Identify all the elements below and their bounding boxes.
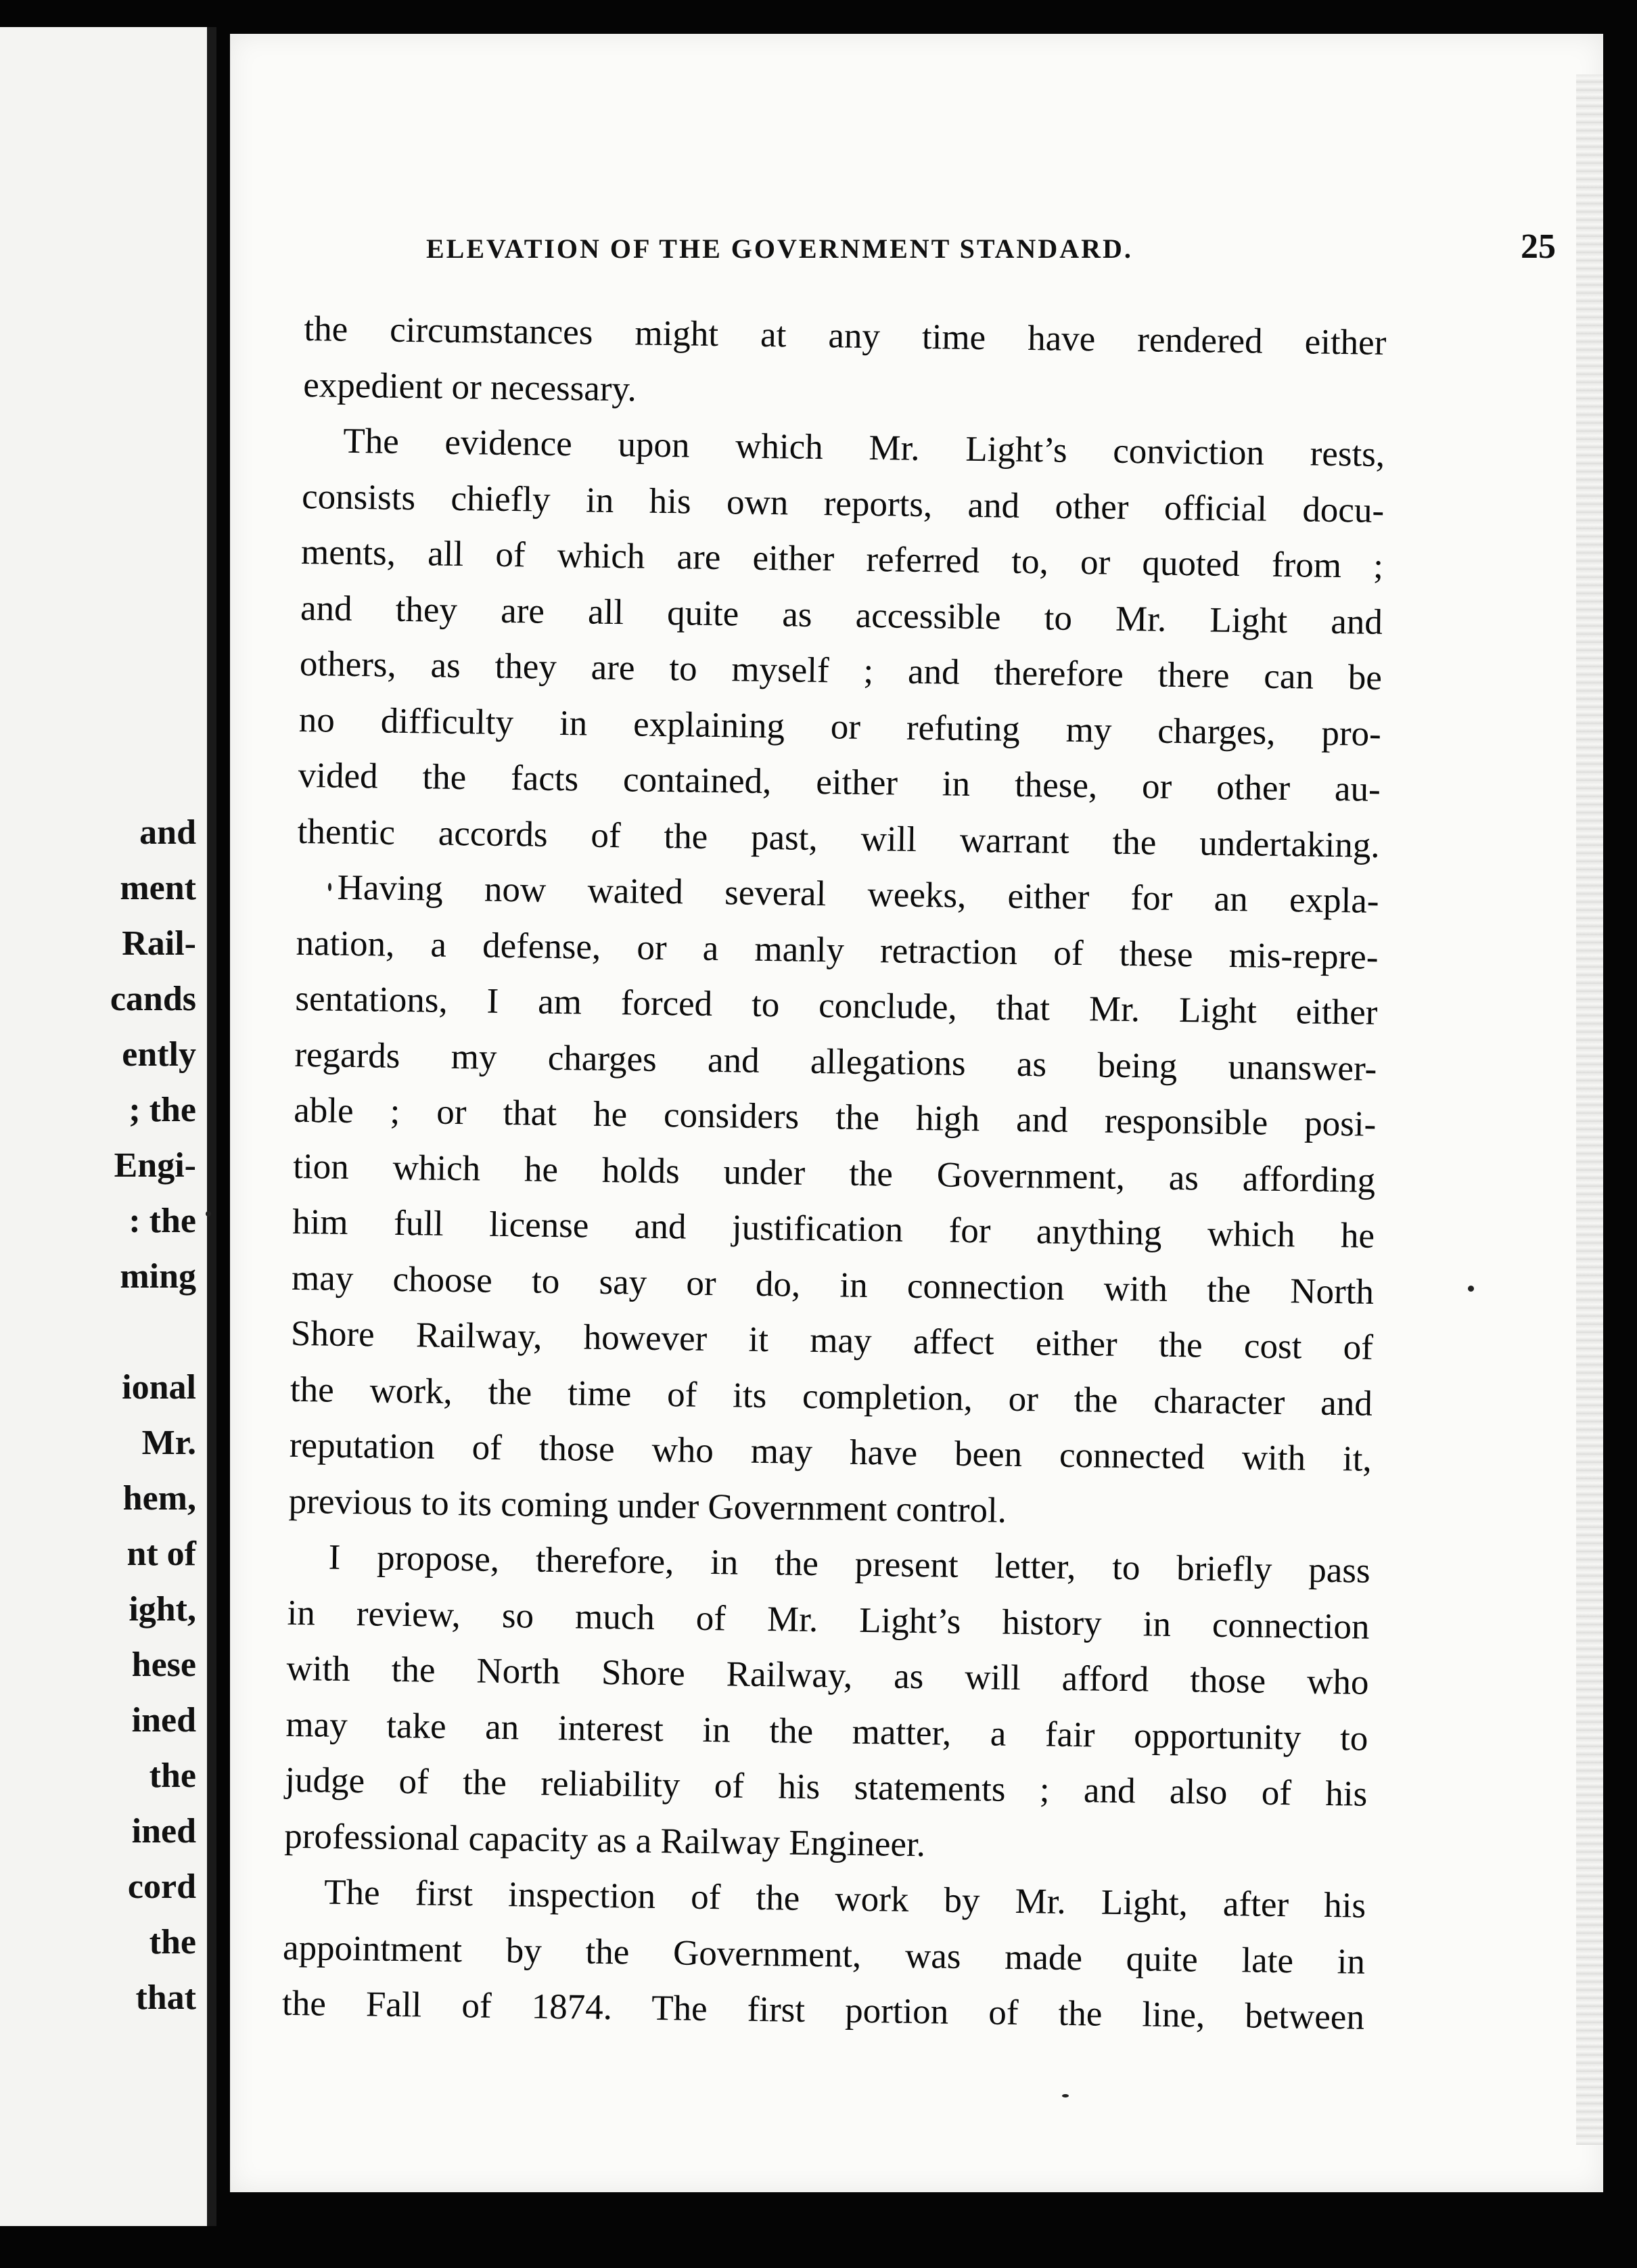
text-line: may take an interest in the matter, a fair opportunity to [285, 1704, 1368, 1759]
text-line: with the North Shore Railway, as will afford those who [286, 1648, 1369, 1702]
speck [206, 1211, 211, 1217]
text-line: tion which he holds under the Government, as affording [292, 1146, 1376, 1200]
text-line: I propose, therefore, in the present letter, to briefly pass [328, 1537, 1370, 1591]
speck [328, 883, 331, 891]
text-line: ments, all of which are either referred to, or quoted from ; [300, 532, 1384, 586]
text-line: may choose to say or do, in connection with the North [291, 1258, 1375, 1312]
text-line: nation, a defense, or a manly retraction of these mis-repre- [296, 923, 1379, 977]
facing-page-fragment: ; the [129, 1091, 196, 1129]
facing-page-left [0, 27, 216, 2226]
text-line: the Fall of 1874. The first portion of the line, between [281, 1983, 1365, 2037]
text-line: appointment by the Government, was made quite late in [282, 1928, 1366, 1982]
facing-page-fragment: ined [131, 1701, 196, 1740]
facing-page-fragment: ional [122, 1368, 196, 1407]
facing-page-fragment: nt of [126, 1535, 196, 1573]
facing-page-fragment: the [149, 1756, 196, 1795]
text-line: others, as they are to myself ; and therefore there can be [299, 643, 1383, 698]
text-line: Shore Railway, however it may affect either the cost of [290, 1313, 1374, 1367]
text-line: the work, the time of its completion, or the character and [290, 1369, 1373, 1424]
facing-page-fragment: ently [122, 1035, 196, 1074]
text-line: judge of the reliability of his statements ; and also of his [285, 1760, 1368, 1814]
book-page [230, 34, 1603, 2192]
facing-page-fragment: : the [129, 1202, 196, 1240]
facing-page-fragment: that [135, 1978, 196, 2017]
facing-page-fragment: Engi- [114, 1146, 196, 1185]
body-text [282, 301, 1387, 2045]
text-line: professional capacity as a Railway Engineer. [283, 1816, 926, 1864]
text-line: previous to its coming under Government control. [288, 1481, 1007, 1530]
facing-page-fragment: ined [131, 1812, 196, 1851]
speck [1468, 1286, 1474, 1292]
text-line: reputation of those who may have been connected with it, [289, 1425, 1373, 1479]
text-line: and they are all quite as accessible to Mr. Light and [300, 588, 1383, 642]
text-line: no difficulty in explaining or refuting my charges, pro- [298, 700, 1382, 754]
facing-page-fragment [0, 1305, 196, 1360]
facing-page-text-fragments [0, 805, 196, 2026]
page-number: 25 [1521, 227, 1556, 266]
facing-page-fragment: cord [127, 1867, 196, 1906]
facing-page-fragment: ight, [129, 1590, 196, 1629]
text-line: regards my charges and allegations as being unanswer- [294, 1035, 1377, 1089]
book-binding-gutter [207, 27, 216, 2226]
facing-page-fragment: hese [131, 1646, 196, 1684]
text-line: him full license and justification for anything which he [292, 1202, 1375, 1256]
text-line: The first inspection of the work by Mr. Light, after his [323, 1872, 1366, 1926]
running-head [426, 227, 1576, 267]
text-line: in review, so much of Mr. Light’s history in connection [287, 1593, 1370, 1647]
facing-page-fragment: ming [120, 1257, 196, 1296]
text-line: consists chiefly in his own reports, and other official docu- [301, 476, 1385, 530]
facing-page-fragment: Mr. [141, 1424, 196, 1462]
text-line: thentic accords of the past, will warrant the undertaking. [297, 811, 1380, 865]
facing-page-fragment: cands [110, 980, 196, 1018]
text-line: vided the facts contained, either in these, or other au- [298, 755, 1381, 809]
text-line: expedient or necessary. [303, 365, 637, 409]
text-line: the circumstances might at any time have rendered either [304, 309, 1387, 363]
facing-page-fragment: ment [120, 869, 196, 907]
text-line: able ; or that he considers the high and responsible posi- [293, 1090, 1377, 1144]
text-line: sentations, I am forced to conclude, that Mr. Light either [295, 978, 1378, 1033]
running-head-title: ELEVATION OF THE GOVERNMENT STANDARD. [426, 233, 1133, 264]
facing-page-fragment: and [139, 813, 196, 852]
facing-page-fragment: hem, [122, 1479, 196, 1518]
page-stack-edge [1576, 74, 1603, 2145]
facing-page-fragment: Rail- [122, 924, 196, 963]
facing-page-fragment: the [149, 1923, 196, 1961]
speck [1062, 2094, 1069, 2097]
text-line: The evidence upon which Mr. Light’s conviction rests, [342, 421, 1385, 474]
text-line: Having now waited several weeks, either for an expla- [337, 867, 1379, 921]
